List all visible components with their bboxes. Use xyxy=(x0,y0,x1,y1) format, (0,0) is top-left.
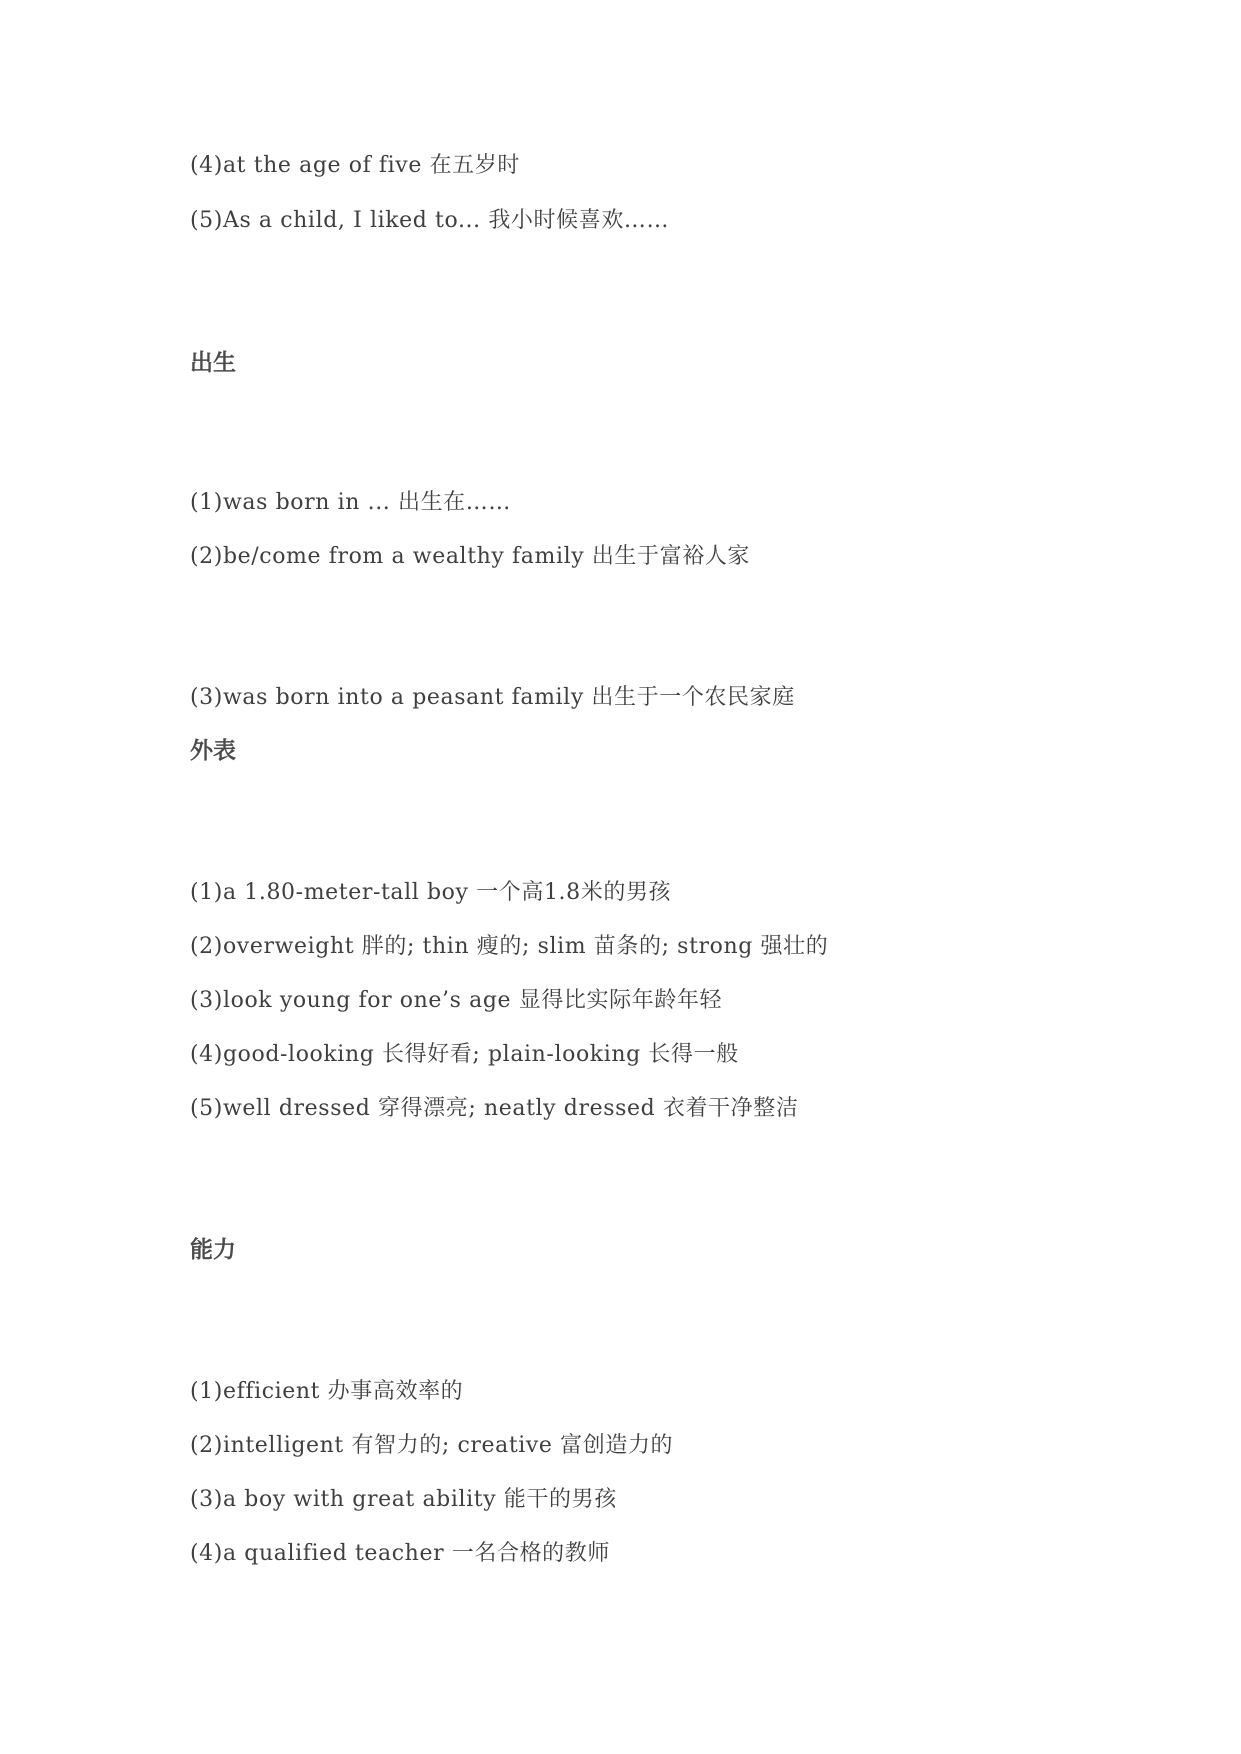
section-heading-ability: 能力 xyxy=(190,1237,236,1263)
appearance-item-1: (1)a 1.80-meter-tall boy 一个高1.8米的男孩 xyxy=(190,880,672,905)
appearance-item-5: (5)well dressed 穿得漂亮; neatly dressed 衣着干净整洁 xyxy=(190,1096,799,1121)
childhood-item-5: (5)As a child, I liked to... 我小时候喜欢…… xyxy=(190,208,670,233)
ability-item-1: (1)efficient 办事高效率的 xyxy=(190,1379,464,1404)
appearance-item-2: (2)overweight 胖的; thin 瘦的; slim 苗条的; strong 强壮的 xyxy=(190,934,829,959)
section-heading-birth: 出生 xyxy=(190,350,236,376)
ability-item-2: (2)intelligent 有智力的; creative 富创造力的 xyxy=(190,1433,674,1458)
section-heading-appearance: 外表 xyxy=(190,738,236,764)
birth-item-3: (3)was born into a peasant family 出生于一个农民家庭 xyxy=(190,685,795,710)
birth-item-2: (2)be/come from a wealthy family 出生于富裕人家 xyxy=(190,544,751,569)
appearance-item-4: (4)good-looking 长得好看; plain-looking 长得一般 xyxy=(190,1042,739,1067)
ability-item-3: (3)a boy with great ability 能干的男孩 xyxy=(190,1487,617,1512)
birth-item-1: (1)was born in ... 出生在…… xyxy=(190,490,511,515)
childhood-item-4: (4)at the age of five 在五岁时 xyxy=(190,153,520,178)
ability-item-4: (4)a qualified teacher 一名合格的教师 xyxy=(190,1541,610,1566)
appearance-item-3: (3)look young for one’s age 显得比实际年龄年轻 xyxy=(190,988,723,1013)
